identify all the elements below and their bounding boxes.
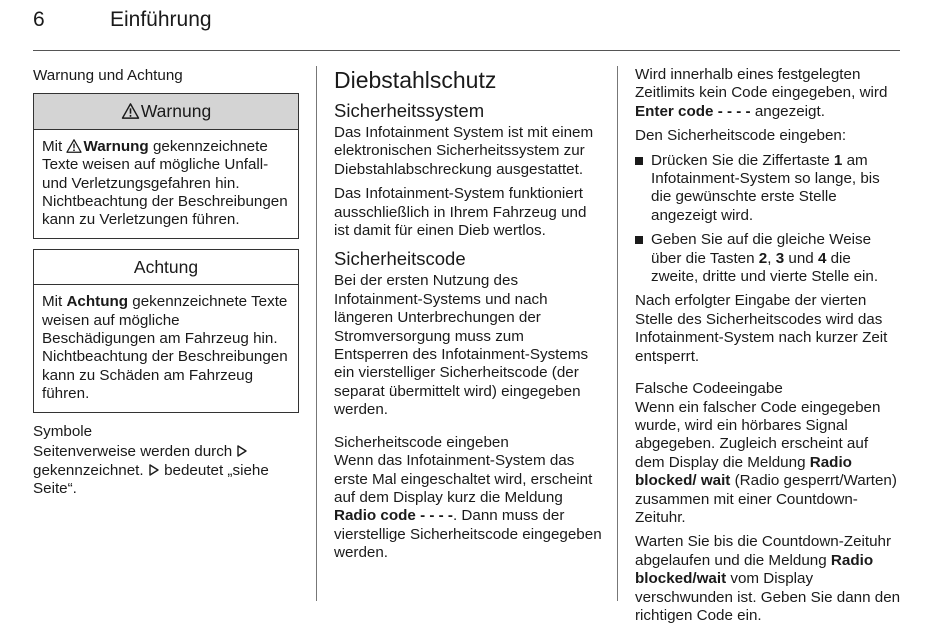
warning-box-title	[34, 94, 298, 129]
symbols-text-3: bedeutet „siehe Seite“.	[33, 461, 269, 497]
warning-triangle-inline-icon	[66, 139, 82, 153]
symbols-text	[33, 443, 299, 498]
caution-text-bold: Achtung	[66, 293, 129, 311]
timeout-text-pre: Wird innerhalb eines festgelegten Zeitlimits kein Code eingegeben, wird	[635, 66, 888, 102]
step1-pre: Drücken Sie die Ziffertaste	[651, 151, 834, 169]
list-item	[635, 152, 901, 226]
wait-pre: Warten Sie bis die Countdown-Zeituhr abgelaufen und die Meldung	[635, 533, 892, 569]
radio-code-message: Radio code - - - -	[334, 507, 453, 525]
paragraph-security-system-2: Das Infotainment-System funktioniert ausschließlich in Ihrem Fahrzeug und ist damit für einen Dieb wertlos.	[334, 185, 587, 240]
header-divider	[33, 50, 900, 51]
paragraph-enter-code	[334, 452, 602, 562]
list-item	[635, 231, 901, 286]
paragraph-enter-intro: Den Sicherheitscode eingeben:	[635, 127, 847, 145]
warning-triangle-icon	[121, 103, 140, 119]
warning-box-title-text: Warnung	[140, 101, 212, 122]
paragraph-security-system-1: Das Infotainment System ist mit einem elektronischen Sicherheitssystem zur Diebstahlabschreckung ausgestattet.	[334, 124, 594, 178]
bullet-square	[635, 157, 643, 165]
warning-text-pre: Mit	[42, 137, 67, 155]
step2-key-3: 3	[775, 249, 785, 267]
paragraph-timeout	[635, 66, 901, 121]
warning-box	[33, 93, 299, 238]
column-divider-2	[617, 66, 618, 601]
section-title-warnings: Warnung und Achtung	[33, 67, 183, 84]
symbols-text-2: gekennzeichnet.	[33, 461, 144, 479]
caution-text-post: gekennzeichnete Texte weisen auf mögliche Beschädigungen am Fahrzeug hin. Nichtbeachtung der Beschreibungen kann zu Schäden am Fahrzeug führen.	[42, 293, 288, 403]
step2-sep2: und	[784, 249, 818, 267]
steps-list	[635, 152, 901, 287]
page-reference-arrow-icon	[237, 445, 247, 457]
symbols-title: Symbole	[33, 422, 93, 440]
enter-code-text-post: . Dann muss der vierstellige Sicherheitscode eingegeben werden.	[334, 507, 602, 562]
section-title-theft-protection: Diebstahlschutz	[334, 67, 497, 93]
paragraph-unlocked: Nach erfolgter Eingabe der vierten Stelle des Sicherheitscodes wird das Infotainment-System nach kurzer Zeit entsperrt.	[635, 292, 888, 365]
caution-box-body	[34, 285, 298, 411]
heading-wrong-code: Falsche Codeeingabe	[635, 380, 783, 398]
warning-box-body	[34, 130, 298, 238]
radio-blocked-wait-message: Radio blocked/wait	[635, 551, 874, 588]
paragraph-wait	[635, 533, 901, 625]
warning-text-bold: Warnung	[83, 137, 149, 155]
step1-post: am Infotainment-System so lange, bis die gewünschte erste Stelle angezeigt wird.	[651, 151, 880, 224]
paragraph-wrong-code	[635, 399, 901, 528]
enter-code-text-pre: Wenn das Infotainment-System das erste Mal eingeschaltet wird, erscheint auf dem Display kurz die Meldung	[334, 452, 593, 506]
paragraph-security-code: Bei der ersten Nutzung des Infotainment-Systems und nach längeren Unterbrechungen der Stromversorgung muss zum Entsperren des Infotainment-Systems ein vierstelliger Sicherheitscode (der separat übermittelt wird) eingegeben werden.	[334, 272, 589, 419]
heading-security-system: Sicherheitssystem	[334, 100, 485, 121]
caution-box-title: Achtung	[34, 250, 298, 285]
caution-text-pre: Mit	[42, 293, 67, 311]
page-reference-arrow-icon-2	[149, 464, 159, 476]
step2-key-2: 2	[758, 249, 768, 267]
column-divider-1	[316, 66, 317, 601]
warning-box-text	[42, 138, 290, 230]
page-heading: Einführung	[110, 8, 212, 31]
bullet-square	[635, 236, 643, 244]
step2-sep1: ,	[767, 249, 776, 267]
warning-text-post: gekennzeichnete Texte weisen auf mögliche Unfall- und Verletzungsgefahren hin. Nichtbeachtung der Beschreibungen kann zu Verletzungen führen.	[42, 137, 288, 229]
step2-pre: Geben Sie auf die gleiche Weise über die Tasten	[651, 231, 872, 267]
wrong-code-post: (Radio gesperrt/Warten) zusammen mit einer Countdown-Zeituhr.	[635, 472, 897, 526]
timeout-text-post: angezeigt.	[750, 102, 825, 120]
column-right	[635, 66, 901, 631]
wait-post: vom Display verschwunden ist. Geben Sie dann den richtigen Code ein.	[635, 570, 901, 624]
column-middle	[334, 66, 602, 569]
caution-box-text	[42, 293, 290, 403]
page-number: 6	[33, 8, 45, 31]
column-left	[33, 66, 299, 504]
enter-code-message: Enter code - - - -	[635, 102, 751, 120]
wrong-code-pre: Wenn ein falscher Code eingegeben wurde, wird ein hörbares Signal abgegeben. Zugleich erscheint auf dem Display die Meldung	[635, 398, 881, 471]
step1-key: 1	[833, 151, 843, 169]
heading-security-code: Sicherheitscode	[334, 248, 466, 270]
symbols-text-1: Seitenverweise werden durch	[33, 443, 233, 461]
heading-enter-code: Sicherheitscode eingeben	[334, 433, 509, 451]
step2-key-4: 4	[817, 249, 827, 267]
step2-post: die zweite, dritte und vierte Stelle ein.	[651, 249, 879, 286]
radio-blocked-message: Radio blocked/ wait	[635, 453, 852, 490]
caution-box	[33, 249, 299, 413]
